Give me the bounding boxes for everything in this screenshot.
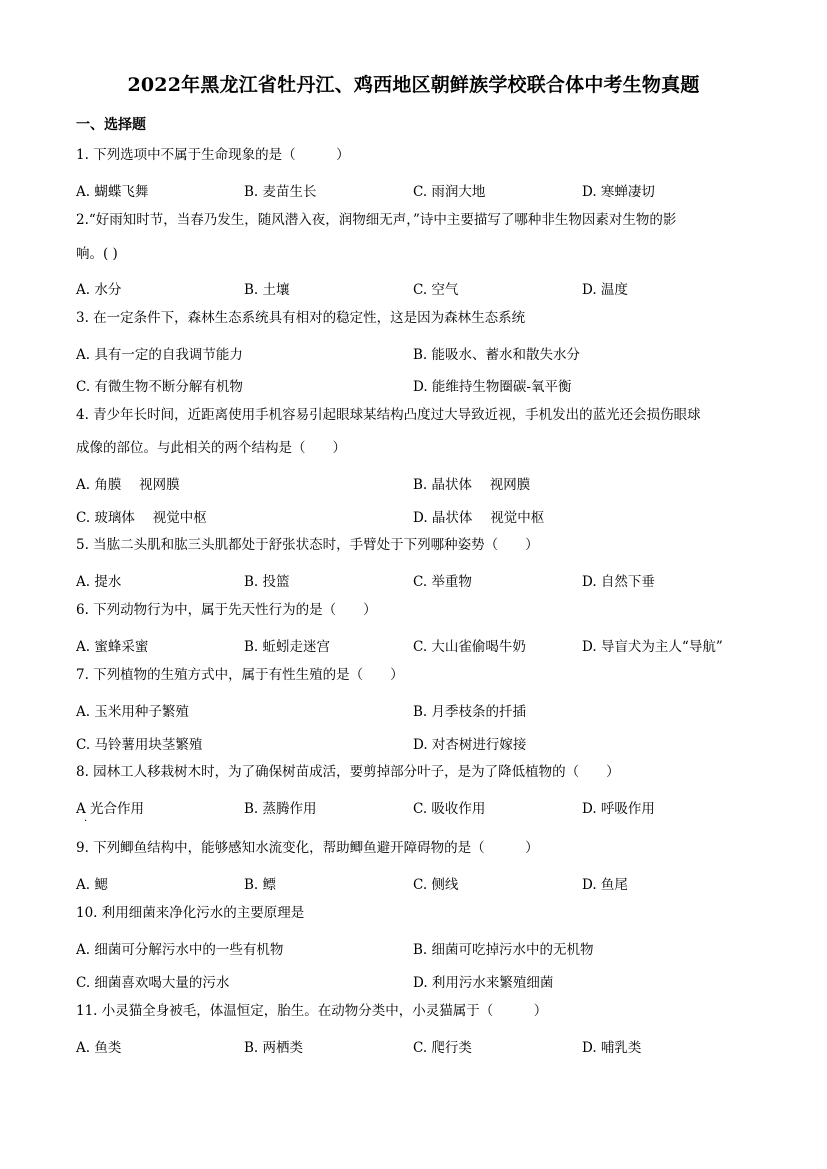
stray-dot-mark: ·	[84, 816, 88, 827]
q5-option-c: C. 举重物	[413, 574, 472, 590]
q10-option-b: B. 细菌可吃掉污水中的无机物	[413, 942, 594, 958]
q1-option-a: A. 蝴蝶飞舞	[76, 184, 149, 200]
question-4-line-1: 4. 青少年长时间，近距离使用手机容易引起眼球某结构凸度过大导致近视，手机发出的蓝光还会损伤眼球	[76, 407, 701, 423]
q8-option-b: B. 蒸腾作用	[244, 801, 317, 817]
q7-option-b: B. 月季枝条的扦插	[413, 704, 527, 720]
q4-option-c: C. 玻璃体 视觉中枢	[76, 510, 207, 526]
q8-option-c: C. 吸收作用	[413, 801, 486, 817]
q4-option-b: B. 晶状体 视网膜	[413, 477, 531, 493]
q2-option-d: D. 温度	[582, 282, 628, 298]
q5-option-a: A. 提水	[76, 574, 122, 590]
q9-option-b: B. 鳔	[244, 877, 277, 893]
page-title: 2022年黑龙江省牡丹江、鸡西地区朝鲜族学校联合体中考生物真题	[127, 74, 700, 96]
question-7: 7. 下列植物的生殖方式中，属于有性生殖的是（ ）	[76, 667, 404, 683]
q5-option-d: D. 自然下垂	[582, 574, 655, 590]
q3-option-b: B. 能吸水、蓄水和散失水分	[413, 347, 581, 363]
q1-option-d: D. 寒蝉凄切	[582, 184, 655, 200]
q6-option-d: D. 导盲犬为主人“导航”	[582, 639, 723, 655]
question-8: 8. 园林工人移栽树木时，为了确保树苗成活，要剪掉部分叶子，是为了降低植物的（ ）	[76, 764, 620, 780]
q11-option-c: C. 爬行类	[413, 1040, 472, 1056]
q10-option-d: D. 利用污水来繁殖细菌	[413, 975, 554, 991]
q11-option-d: D. 哺乳类	[582, 1040, 642, 1056]
q8-option-a: A 光合作用	[76, 801, 145, 817]
q10-option-a: A. 细菌可分解污水中的一些有机物	[76, 942, 284, 958]
question-2-line-1: 2.“好雨知时节，当春乃发生，随风潜入夜，润物细无声，”诗中主要描写了哪种非生物因素对生物的影	[76, 212, 677, 228]
q1-option-b: B. 麦苗生长	[244, 184, 317, 200]
q7-option-d: D. 对杏树进行嫁接	[413, 737, 527, 753]
question-5: 5. 当肱二头肌和肱三头肌都处于舒张状态时，手臂处于下列哪种姿势（ ）	[76, 537, 539, 553]
q7-option-a: A. 玉米用种子繁殖	[76, 704, 189, 720]
q8-option-d: D. 呼吸作用	[582, 801, 655, 817]
q3-option-c: C. 有微生物不断分解有机物	[76, 379, 243, 395]
q3-option-a: A. 具有一定的自我调节能力	[76, 347, 243, 363]
question-2-line-2: 响。( )	[76, 246, 118, 262]
question-11: 11. 小灵猫全身被毛，体温恒定，胎生。在动物分类中，小灵猫属于（ ）	[76, 1003, 548, 1019]
q9-option-d: D. 鱼尾	[582, 877, 628, 893]
q2-option-b: B. 土壤	[244, 282, 290, 298]
q9-option-c: C. 侧线	[413, 877, 459, 893]
q6-option-a: A. 蜜蜂采蜜	[76, 639, 149, 655]
q11-option-b: B. 两栖类	[244, 1040, 304, 1056]
question-3: 3. 在一定条件下，森林生态系统具有相对的稳定性，这是因为森林生态系统	[76, 310, 526, 326]
q1-option-c: C. 雨润大地	[413, 184, 486, 200]
q6-option-b: B. 蚯蚓走迷宫	[244, 639, 331, 655]
question-10: 10. 利用细菌来净化污水的主要原理是	[76, 905, 305, 921]
question-9: 9. 下列鲫鱼结构中，能够感知水流变化，帮助鲫鱼避开障碍物的是（ ）	[76, 840, 539, 856]
q5-option-b: B. 投篮	[244, 574, 290, 590]
question-4-line-2: 成像的部位。与此相关的两个结构是（ ）	[76, 440, 346, 456]
q2-option-c: C. 空气	[413, 282, 459, 298]
question-1: 1. 下列选项中不属于生命现象的是（ ）	[76, 147, 350, 163]
q9-option-a: A. 鳃	[76, 877, 108, 893]
q7-option-c: C. 马铃薯用块茎繁殖	[76, 737, 203, 753]
q11-option-a: A. 鱼类	[76, 1040, 122, 1056]
q2-option-a: A. 水分	[76, 282, 122, 298]
q3-option-d: D. 能维持生物圈碳-氧平衡	[413, 379, 572, 395]
question-6: 6. 下列动物行为中，属于先天性行为的是（ ）	[76, 602, 377, 618]
q4-option-a: A. 角膜 视网膜	[76, 477, 180, 493]
section-heading: 一、选择题	[76, 117, 146, 133]
q6-option-c: C. 大山雀偷喝牛奶	[413, 639, 526, 655]
q4-option-d: D. 晶状体 视觉中枢	[413, 510, 545, 526]
q10-option-c: C. 细菌喜欢喝大量的污水	[76, 975, 230, 991]
